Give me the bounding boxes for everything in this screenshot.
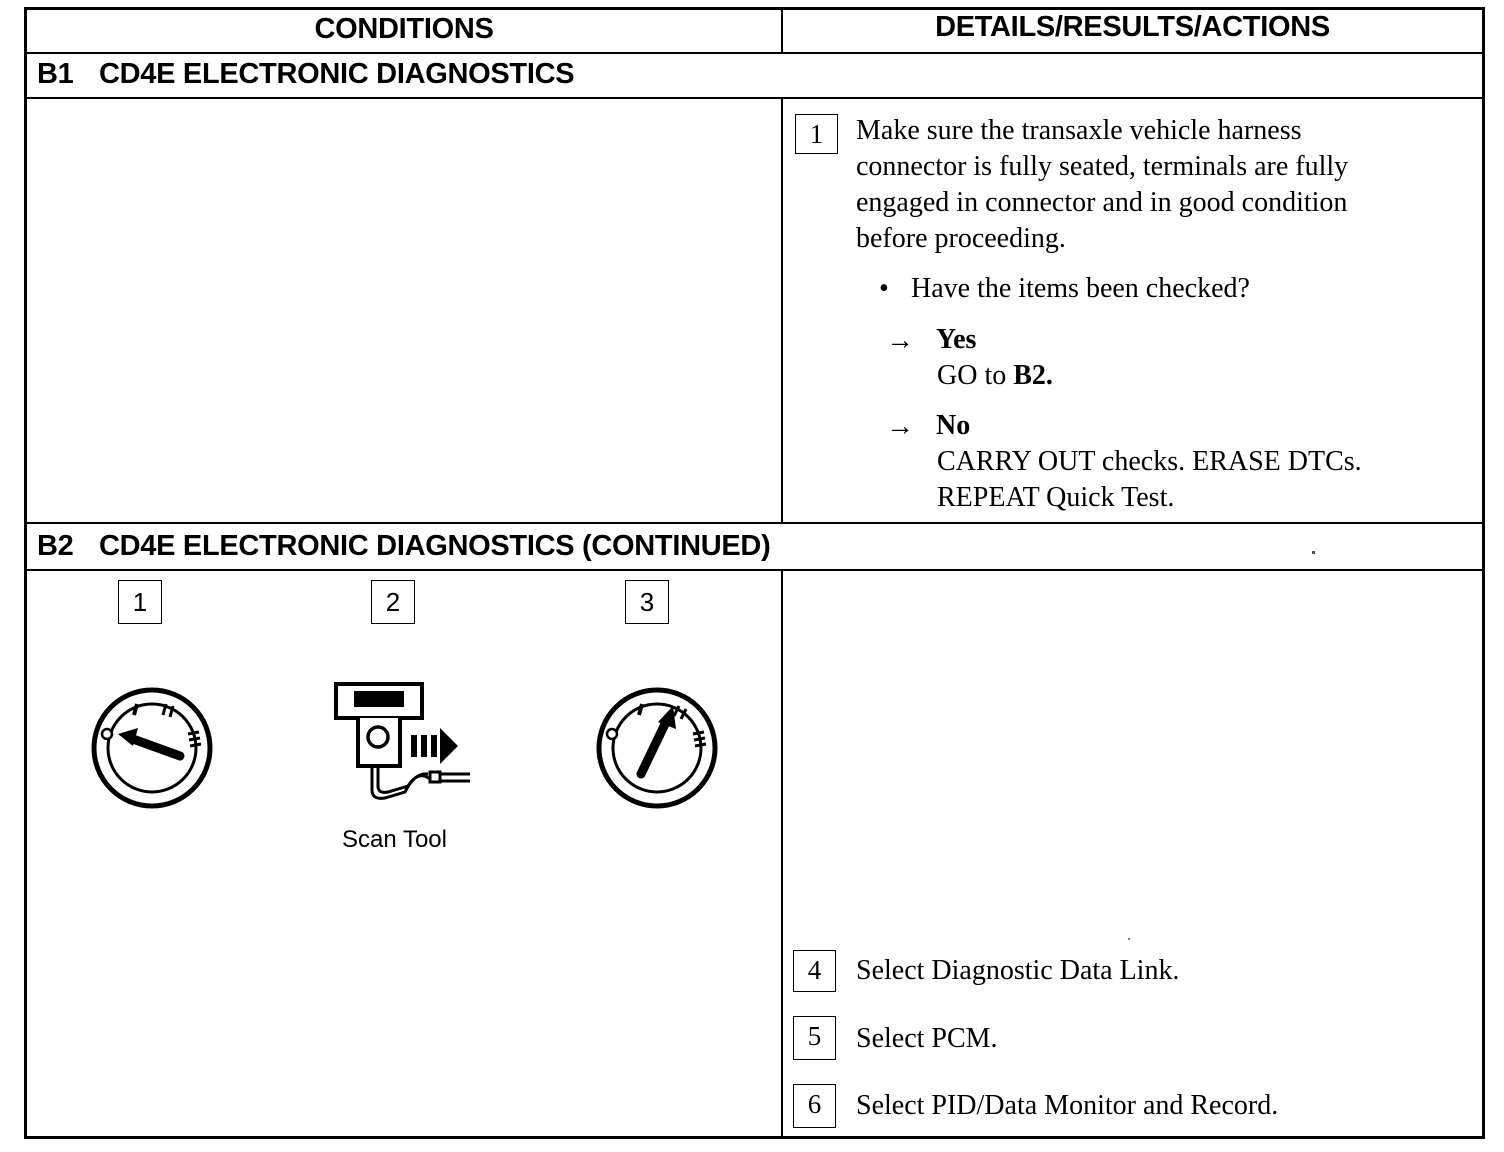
- column-divider-b2: [781, 569, 783, 1139]
- b1-yes-label: [936, 322, 976, 358]
- b1-yes-text: Yes: [936, 324, 977, 355]
- stray-dot: [1312, 551, 1315, 554]
- stray-dot: [1128, 938, 1130, 940]
- b2-step-text: Select PID/Data Monitor and Record.: [856, 1090, 1279, 1121]
- b2-section-id: B2: [37, 530, 74, 562]
- b1-step-text: [856, 113, 1348, 257]
- table-border-left: [24, 7, 27, 1139]
- figure-number: 2: [385, 587, 401, 617]
- b2-step-number: 5: [807, 1021, 822, 1051]
- b2-step-number: 6: [807, 1089, 822, 1119]
- b1-no-label: [936, 408, 970, 444]
- b2-title-bottom-rule: [24, 569, 1485, 571]
- b1-step-line: Make sure the transaxle vehicle harness: [856, 115, 1302, 146]
- b1-yes-arrow: →: [886, 325, 914, 356]
- b1-step-line: connector is fully seated, terminals are fully: [856, 151, 1349, 182]
- header-rule: [24, 52, 1485, 54]
- scan-tool-caption: Scan Tool: [342, 826, 447, 853]
- b2-step-text: Select PCM.: [856, 1023, 998, 1054]
- b1-no-action-line: REPEAT Quick Test.: [937, 482, 1175, 513]
- b2-section-title: CD4E ELECTRONIC DIAGNOSTICS (CONTINUED): [99, 530, 771, 562]
- figure-number: 1: [132, 587, 148, 617]
- b2-step-text: Select Diagnostic Data Link.: [856, 955, 1180, 986]
- table-border-bottom: [24, 1136, 1485, 1139]
- b2-step-number-box: [793, 950, 836, 992]
- b1-step-line: engaged in connector and in good condition: [856, 187, 1348, 218]
- ignition-off-icon: [88, 684, 216, 812]
- b2-title-top-rule: [24, 522, 1485, 524]
- b1-question-bullet: •: [879, 273, 889, 304]
- b1-question: Have the items been checked?: [911, 273, 1250, 304]
- table-border-top: [24, 7, 1485, 10]
- b1-yes-action: [937, 358, 1053, 394]
- b2-step-number-box: [793, 1016, 836, 1060]
- b1-section-id: B1: [37, 58, 74, 90]
- table-border-right: [1482, 7, 1485, 1139]
- b1-title-rule: [24, 97, 1485, 99]
- b1-yes-action-prefix: GO to: [937, 360, 1014, 391]
- header-conditions: CONDITIONS: [314, 13, 494, 45]
- column-divider-b1: [781, 97, 783, 524]
- ignition-run-icon: [593, 684, 721, 812]
- figure-number-box-2: [371, 580, 415, 624]
- b1-no-action-line: CARRY OUT checks. ERASE DTCs.: [937, 446, 1362, 477]
- figure-number-box-1: [118, 580, 162, 624]
- figure-number-box-3: [625, 580, 669, 624]
- b2-step-number: 4: [807, 955, 822, 985]
- b1-no-action: [937, 444, 1362, 516]
- b1-step-line: before proceeding.: [856, 223, 1066, 254]
- header-details: DETAILS/RESULTS/ACTIONS: [935, 11, 1330, 43]
- b1-section-title: CD4E ELECTRONIC DIAGNOSTICS: [99, 58, 575, 90]
- scan-tool-icon: [330, 680, 480, 805]
- figure-number: 3: [639, 587, 655, 617]
- b1-no-text: No: [936, 410, 971, 441]
- b1-step-number-box: [795, 114, 838, 154]
- b1-no-arrow: →: [886, 411, 914, 442]
- b1-step-number: 1: [809, 119, 824, 149]
- b2-step-number-box: [793, 1084, 836, 1128]
- b1-yes-action-target: B2.: [1013, 360, 1053, 391]
